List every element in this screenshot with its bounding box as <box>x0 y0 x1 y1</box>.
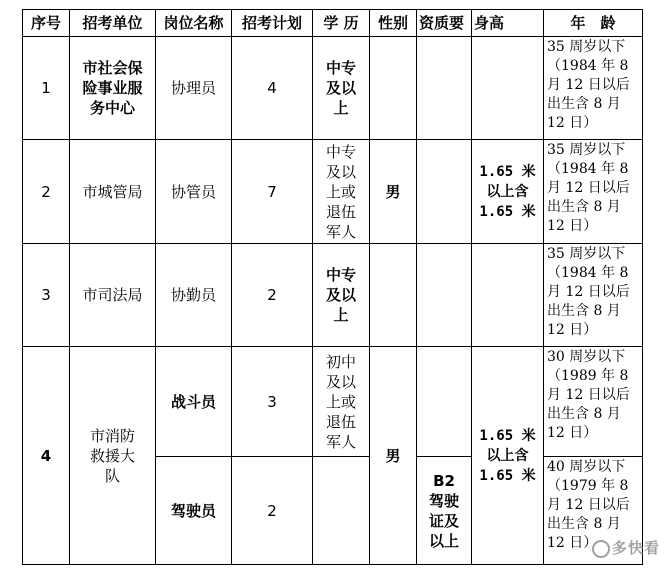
table-row <box>23 244 643 347</box>
cell-qualification <box>417 347 472 457</box>
cell-education: 中专及以上或退伍军人 <box>313 140 370 244</box>
header-no: 序号 <box>23 10 70 37</box>
header-unit: 招考单位 <box>70 10 156 37</box>
cell-unit: 市社会保险事业服务中心 <box>70 37 156 140</box>
cell-education: 中专及以上 <box>313 244 370 347</box>
header-post: 岗位名称 <box>156 10 232 37</box>
cell-qualification <box>417 37 472 140</box>
cell-plan: 2 <box>232 457 313 565</box>
cell-post: 协理员 <box>156 37 232 140</box>
cell-no: 3 <box>23 244 70 347</box>
cell-height: 1.65 米以上含 1.65 米 <box>472 347 544 565</box>
cell-qualification: B2 驾驶证及以上 <box>417 457 472 565</box>
table-row <box>23 37 643 140</box>
cell-height <box>472 37 544 140</box>
cell-post: 驾驶员 <box>156 457 232 565</box>
cell-qualification <box>417 140 472 244</box>
watermark-logo-icon <box>592 540 610 558</box>
cell-sex: 男 <box>370 140 417 244</box>
cell-plan: 4 <box>232 37 313 140</box>
cell-age: 40 周岁以下（1979 年 8 月 12 日以后出生含 8 月 12 日） <box>544 457 643 565</box>
cell-plan: 3 <box>232 347 313 457</box>
header-plan: 招考计划 <box>232 10 313 37</box>
cell-post: 战斗员 <box>156 347 232 457</box>
cell-plan: 7 <box>232 140 313 244</box>
recruitment-table <box>22 9 643 565</box>
cell-no: 2 <box>23 140 70 244</box>
cell-no: 4 <box>23 347 70 565</box>
cell-height <box>472 244 544 347</box>
cell-education: 中专及以上 <box>313 37 370 140</box>
table-row <box>23 347 643 457</box>
cell-sex <box>370 244 417 347</box>
header-sex: 性别 <box>370 10 417 37</box>
watermark <box>592 537 660 558</box>
cell-unit: 市司法局 <box>70 244 156 347</box>
cell-education: 初中及以上或退伍军人 <box>313 347 370 457</box>
header-row <box>23 10 643 37</box>
cell-sex <box>370 37 417 140</box>
header-age: 年 龄 <box>544 10 643 37</box>
cell-height: 1.65 米以上含 1.65 米 <box>472 140 544 244</box>
cell-plan: 2 <box>232 244 313 347</box>
cell-unit: 市城管局 <box>70 140 156 244</box>
watermark-text: 多快看 <box>612 539 661 557</box>
cell-sex: 男 <box>370 347 417 565</box>
cell-post: 协管员 <box>156 140 232 244</box>
cell-education <box>313 457 370 565</box>
header-education: 学 历 <box>313 10 370 37</box>
header-qualification: 资质要 <box>417 10 472 37</box>
cell-no: 1 <box>23 37 70 140</box>
cell-age: 35 周岁以下（1984 年 8 月 12 日以后出生含 8 月 12 日） <box>544 37 643 140</box>
cell-age: 30 周岁以下（1989 年 8 月 12 日以后出生含 8 月 12 日） <box>544 347 643 457</box>
cell-qualification <box>417 244 472 347</box>
cell-age: 35 周岁以下（1984 年 8 月 12 日以后出生含 8 月 12 日） <box>544 140 643 244</box>
cell-post: 协勤员 <box>156 244 232 347</box>
cell-unit: 市消防救援大队 <box>70 347 156 565</box>
header-height: 身高 <box>472 10 544 37</box>
cell-age: 35 周岁以下（1984 年 8 月 12 日以后出生含 8 月 12 日） <box>544 244 643 347</box>
table-row <box>23 140 643 244</box>
